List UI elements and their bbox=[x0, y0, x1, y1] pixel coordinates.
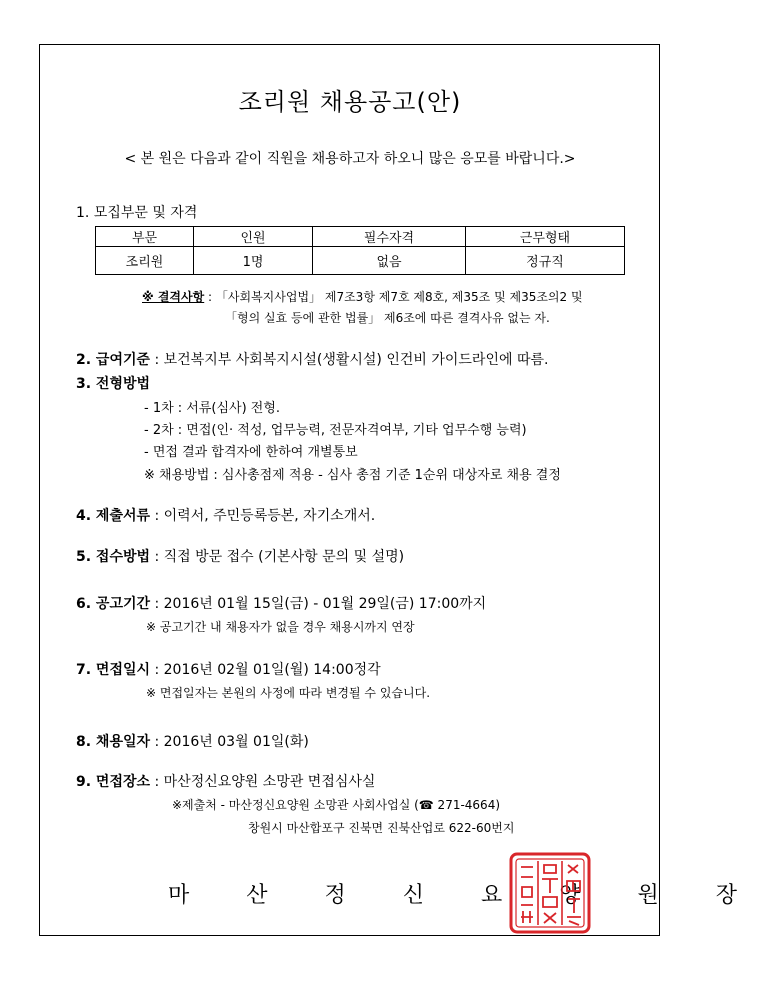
table-cell: 조리원 bbox=[96, 247, 194, 275]
official-seal bbox=[508, 851, 592, 935]
recruitment-table bbox=[95, 226, 625, 275]
section-6-note: ※ 공고기간 내 채용자가 없을 경우 채용시까지 연장 bbox=[146, 620, 415, 634]
section-2-heading: 2. 급여기준 bbox=[76, 352, 151, 368]
table-header-row bbox=[96, 227, 625, 247]
section-3-item: ※ 채용방법 : 심사총점제 적용 - 심사 총점 기준 1순위 대상자로 채용 결정 bbox=[144, 468, 561, 483]
section-9 bbox=[76, 771, 375, 791]
section-8-heading: 8. 채용일자 bbox=[76, 734, 151, 750]
section-8 bbox=[76, 731, 309, 751]
organization-name: 마 산 정 신 요 양 원 장 bbox=[168, 883, 762, 908]
disqualification-label: ※ 결격사항 bbox=[142, 290, 205, 304]
section-6-text: : 2016년 01월 15일(금) - 01월 29일(금) 17:00까지 bbox=[154, 596, 487, 612]
section-5 bbox=[76, 546, 404, 566]
section-9-text: : 마산정신요양원 소망관 면접심사실 bbox=[154, 774, 376, 790]
section-1-heading: 1. 모집부문 및 자격 bbox=[76, 205, 198, 221]
section-5-heading: 5. 접수방법 bbox=[76, 549, 151, 565]
disqualification-note bbox=[142, 288, 583, 305]
section-2-text: : 보건복지부 사회복지시설(생활시설) 인건비 가이드라인에 따름. bbox=[154, 352, 549, 368]
section-8-text: : 2016년 03월 01일(화) bbox=[154, 734, 309, 750]
table-header: 근무형태 bbox=[466, 227, 625, 247]
table-cell: 정규직 bbox=[466, 247, 625, 275]
address: 창원시 마산합포구 진북면 진북산업로 622-60번지 bbox=[248, 821, 515, 835]
intro-text: < 본 원은 다음과 같이 직원을 채용하고자 하오니 많은 응모를 바랍니다.> bbox=[124, 151, 576, 167]
table-cell: 없음 bbox=[313, 247, 466, 275]
section-6-heading: 6. 공고기간 bbox=[76, 596, 151, 612]
section-3-item: - 2차 : 면접(인· 적성, 업무능력, 전문자격여부, 기타 업무수행 능력) bbox=[144, 423, 527, 438]
section-4 bbox=[76, 505, 375, 525]
section-2 bbox=[76, 349, 548, 369]
page-title: 조리원 채용공고(안) bbox=[238, 88, 462, 116]
table-row bbox=[96, 247, 625, 275]
disqualification-line-1: : 「사회복지사업법」 제7조3항 제7호 제8호, 제35조 및 제35조의2 및 bbox=[208, 290, 583, 304]
submission-contact: ※제출처 - 마산정신요양원 소망관 사회사업실 (☎ 271-4664) bbox=[172, 798, 501, 812]
section-9-heading: 9. 면접장소 bbox=[76, 774, 151, 790]
section-6 bbox=[76, 593, 486, 613]
table-cell: 1명 bbox=[194, 247, 313, 275]
section-7-heading: 7. 면접일시 bbox=[76, 662, 151, 678]
section-4-heading: 4. 제출서류 bbox=[76, 508, 151, 524]
table-header: 인원 bbox=[194, 227, 313, 247]
section-7-note: ※ 면접일자는 본원의 사정에 따라 변경될 수 있습니다. bbox=[146, 686, 431, 700]
section-4-text: : 이력서, 주민등록등본, 자기소개서. bbox=[154, 508, 376, 524]
table-header: 부문 bbox=[96, 227, 194, 247]
disqualification-line-2: 「형의 실효 등에 관한 법률」 제6조에 따른 결격사유 없는 자. bbox=[225, 311, 550, 325]
table-header: 필수자격 bbox=[313, 227, 466, 247]
section-3-item: - 1차 : 서류(심사) 전형. bbox=[144, 401, 281, 416]
section-7-text: : 2016년 02월 01일(월) 14:00정각 bbox=[154, 662, 381, 678]
section-3-item: - 면접 결과 합격자에 한하여 개별통보 bbox=[144, 445, 358, 460]
section-3-heading: 3. 전형방법 bbox=[76, 376, 151, 392]
section-7 bbox=[76, 659, 381, 679]
section-5-text: : 직접 방문 접수 (기본사항 문의 및 설명) bbox=[154, 549, 405, 565]
